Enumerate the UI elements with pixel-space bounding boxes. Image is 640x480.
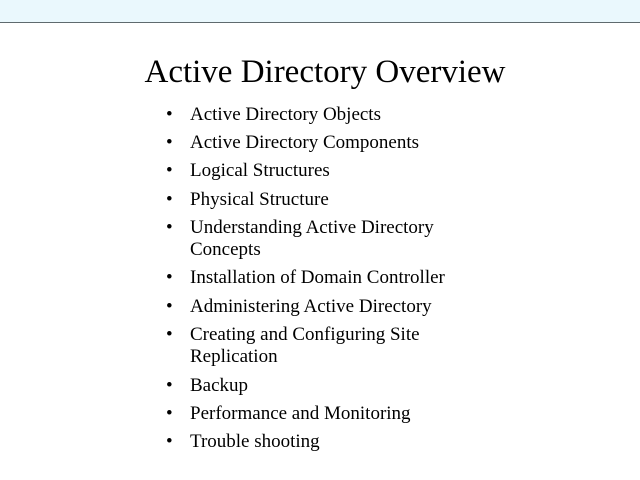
bullet-item-active-directory-objects: [166, 104, 466, 127]
bullet-dot-icon: •: [166, 323, 173, 345]
bullet-item-physical-structure: [166, 189, 466, 212]
bullet-text: Creating and Configuring Site Replication: [190, 323, 420, 368]
bullet-text: Trouble shooting: [190, 430, 320, 452]
bullet-item-understanding-concepts: [166, 217, 466, 262]
bullet-text: Active Directory Objects: [190, 104, 381, 125]
bullet-text: Performance and Monitoring: [190, 402, 411, 424]
bullet-text: Administering Active Directory: [190, 295, 432, 317]
bullet-text: Understanding Active Directory Concepts: [190, 216, 434, 261]
bullet-text: Active Directory Components: [190, 132, 420, 154]
bullet-item-logical-structures: [166, 160, 466, 183]
slide-title: Active Directory Overview: [144, 54, 506, 90]
bullet-dot-icon: •: [166, 402, 173, 424]
bullet-item-administering-active-directory: [166, 296, 466, 319]
bullet-text: Installation of Domain Controller: [190, 267, 445, 289]
bullet-dot-icon: •: [166, 295, 173, 317]
bullet-item-site-replication: [166, 324, 466, 369]
bullet-dot-icon: •: [166, 132, 173, 154]
bullet-text: Backup: [190, 374, 249, 396]
bullet-item-installation-domain-controller: [166, 267, 466, 290]
bullet-dot-icon: •: [166, 104, 173, 125]
bullet-dot-icon: •: [166, 374, 173, 396]
bullet-list: [166, 104, 466, 459]
bullet-dot-icon: •: [166, 267, 173, 289]
bullet-text: Logical Structures: [190, 160, 330, 182]
bullet-dot-icon: •: [166, 188, 173, 210]
bullet-item-trouble-shooting: [166, 431, 466, 454]
bullet-text: Physical Structure: [190, 188, 329, 210]
bullet-item-performance-monitoring: [166, 403, 466, 426]
bullet-item-backup: [166, 375, 466, 398]
bullet-dot-icon: •: [166, 430, 173, 452]
bullet-dot-icon: •: [166, 160, 173, 182]
header-band: [0, 0, 640, 23]
bullet-dot-icon: •: [166, 216, 173, 238]
bullet-item-active-directory-components: [166, 132, 466, 155]
